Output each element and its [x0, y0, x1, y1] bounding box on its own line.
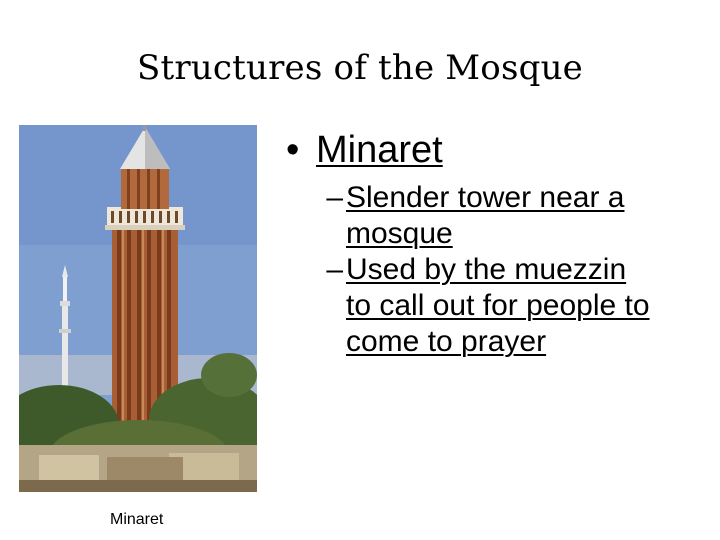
sub-bullet-usage — [286, 252, 706, 360]
bullet-text[interactable]: Minaret — [316, 129, 443, 171]
bullet-list — [286, 128, 706, 360]
minaret-photo — [19, 125, 257, 492]
sub-bullet-marker: – — [326, 253, 343, 286]
sub-bullet-text[interactable]: Slender tower near a mosque — [346, 181, 625, 250]
bullet-minaret — [286, 128, 706, 172]
sub-bullet-marker: – — [326, 181, 343, 214]
photo-caption: Minaret — [110, 511, 164, 528]
sub-bullet-list — [286, 180, 706, 360]
slide-title: Structures of the Mosque — [136, 48, 583, 88]
bullet-marker: • — [286, 129, 300, 171]
sub-bullet-definition — [286, 180, 706, 252]
sub-bullet-text[interactable]: Used by the muezzin to call out for people to come to prayer — [346, 253, 650, 358]
